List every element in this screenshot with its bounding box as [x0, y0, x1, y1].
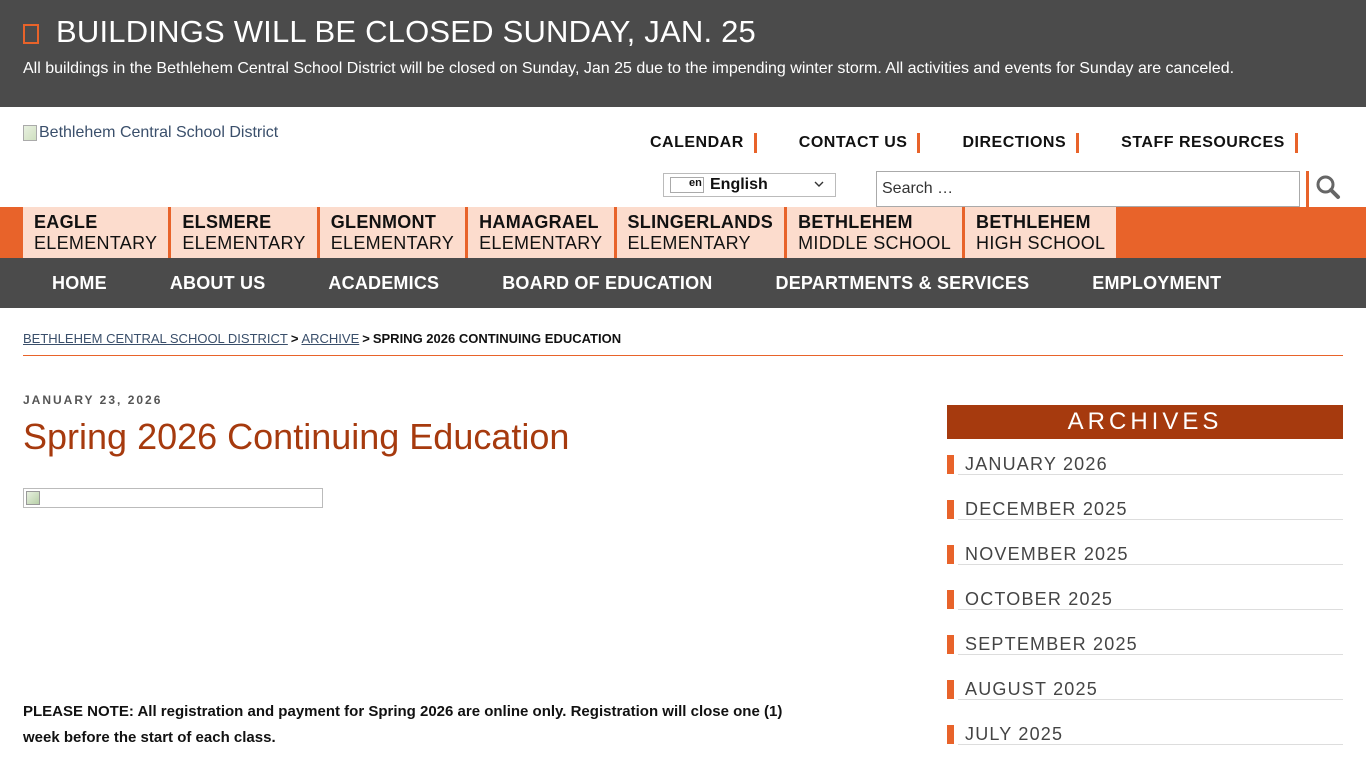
breadcrumb-separator: >: [362, 331, 370, 346]
school-link-eagle[interactable]: [23, 207, 168, 258]
archive-bullet: [947, 725, 954, 744]
archive-item: [947, 545, 1343, 590]
school-link-elsmere[interactable]: [171, 207, 316, 258]
archive-link[interactable]: DECEMBER 2025: [965, 499, 1128, 519]
school-name: EAGLE: [34, 211, 98, 232]
school-link-slingerlands[interactable]: [617, 207, 785, 258]
alert-icon: [23, 24, 39, 44]
alert-banner: [0, 0, 1366, 107]
utility-link-contact-us[interactable]: CONTACT US: [799, 133, 921, 153]
divider: [958, 654, 1343, 655]
archive-link[interactable]: NOVEMBER 2025: [965, 544, 1129, 564]
school-link-middle-school[interactable]: [787, 207, 962, 258]
school-type: ELEMENTARY: [34, 232, 158, 253]
logo-alt-text: Bethlehem Central School District: [39, 124, 279, 141]
alert-title-text: BUILDINGS WILL BE CLOSED SUNDAY, JAN. 25: [56, 14, 756, 49]
archive-bullet: [947, 680, 954, 699]
post-image: [23, 488, 323, 508]
utility-link-calendar[interactable]: CALENDAR: [650, 133, 757, 153]
language-selected: English: [710, 176, 768, 193]
post-note: PLEASE NOTE: All registration and payment for Spring 2026 are online only. Registration will close one (1) week before the start of each class.: [23, 703, 783, 746]
archive-link[interactable]: AUGUST 2025: [965, 679, 1098, 699]
chevron-down-icon: [813, 178, 825, 193]
language-select[interactable]: [663, 173, 836, 197]
divider: [958, 564, 1343, 565]
school-link-hamagrael[interactable]: [468, 207, 613, 258]
archive-link[interactable]: JANUARY 2026: [965, 454, 1108, 474]
nav-home[interactable]: HOME: [52, 272, 107, 293]
archive-item: [947, 635, 1343, 680]
archive-item: [947, 725, 1343, 768]
school-bar: [0, 207, 1366, 258]
alert-text: All buildings in the Bethlehem Central School District will be closed on Sunday, Jan 25 due to the impending winter storm. All activities and events for Sunday are canceled.: [23, 60, 1235, 77]
divider: [958, 699, 1343, 700]
archive-bullet: [947, 545, 954, 564]
school-type: MIDDLE SCHOOL: [798, 232, 952, 253]
logo-image-icon: [23, 125, 37, 141]
breadcrumb-archive[interactable]: ARCHIVE: [301, 331, 360, 346]
post-title: Spring 2026 Continuing Education: [23, 416, 570, 457]
school-name: SLINGERLANDS: [627, 211, 774, 232]
post-date: JANUARY 23, 2026: [23, 393, 163, 407]
school-link-high-school[interactable]: [965, 207, 1116, 258]
breadcrumb-separator: >: [290, 331, 299, 346]
archive-link[interactable]: OCTOBER 2025: [965, 589, 1114, 609]
breadcrumb-home[interactable]: BETHLEHEM CENTRAL SCHOOL DISTRICT: [23, 331, 288, 346]
search-box: [876, 171, 1300, 207]
divider: [958, 609, 1343, 610]
main-nav: [0, 258, 1366, 308]
archive-link[interactable]: JULY 2025: [965, 724, 1064, 744]
divider: [958, 744, 1343, 745]
archive-bullet: [947, 635, 954, 654]
nav-departments-services[interactable]: DEPARTMENTS & SERVICES: [775, 272, 1030, 293]
divider: [958, 519, 1343, 520]
district-logo[interactable]: [23, 124, 278, 142]
utility-link-directions[interactable]: DIRECTIONS: [962, 133, 1079, 153]
archives-heading: ARCHIVES: [947, 405, 1343, 439]
search-button[interactable]: [1306, 171, 1346, 207]
breadcrumb: [23, 331, 1343, 356]
utility-link-staff-resources[interactable]: STAFF RESOURCES: [1121, 133, 1298, 153]
school-type: ELEMENTARY: [479, 232, 603, 253]
language-flag-icon: en: [670, 177, 704, 193]
archive-item: [947, 590, 1343, 635]
school-name: BETHLEHEM: [976, 211, 1091, 232]
archive-bullet: [947, 455, 954, 474]
nav-board-of-education[interactable]: BOARD OF EDUCATION: [502, 272, 713, 293]
nav-academics[interactable]: ACADEMICS: [328, 272, 440, 293]
archive-item: [947, 680, 1343, 725]
utility-nav: [650, 133, 1298, 153]
archive-link[interactable]: SEPTEMBER 2025: [965, 634, 1138, 654]
breadcrumb-current: SPRING 2026 CONTINUING EDUCATION: [372, 331, 622, 346]
school-name: GLENMONT: [330, 211, 437, 232]
nav-employment[interactable]: EMPLOYMENT: [1092, 272, 1222, 293]
archive-bullet: [947, 500, 954, 519]
search-input[interactable]: [877, 172, 1299, 206]
search-icon: [1315, 174, 1341, 205]
school-type: ELEMENTARY: [330, 232, 455, 253]
school-name: ELSMERE: [182, 211, 272, 232]
archive-bullet: [947, 590, 954, 609]
nav-about-us[interactable]: ABOUT US: [169, 272, 266, 293]
school-type: ELEMENTARY: [182, 232, 306, 253]
school-name: HAMAGRAEL: [479, 211, 599, 232]
school-name: BETHLEHEM: [798, 211, 913, 232]
broken-image-icon: [26, 491, 40, 505]
alert-title: [23, 14, 756, 50]
archive-item: [947, 455, 1343, 500]
archive-list: [947, 455, 1343, 768]
school-type: ELEMENTARY: [627, 232, 751, 253]
divider: [958, 474, 1343, 475]
archive-item: [947, 500, 1343, 545]
school-link-glenmont[interactable]: [320, 207, 465, 258]
school-type: HIGH SCHOOL: [976, 232, 1106, 253]
